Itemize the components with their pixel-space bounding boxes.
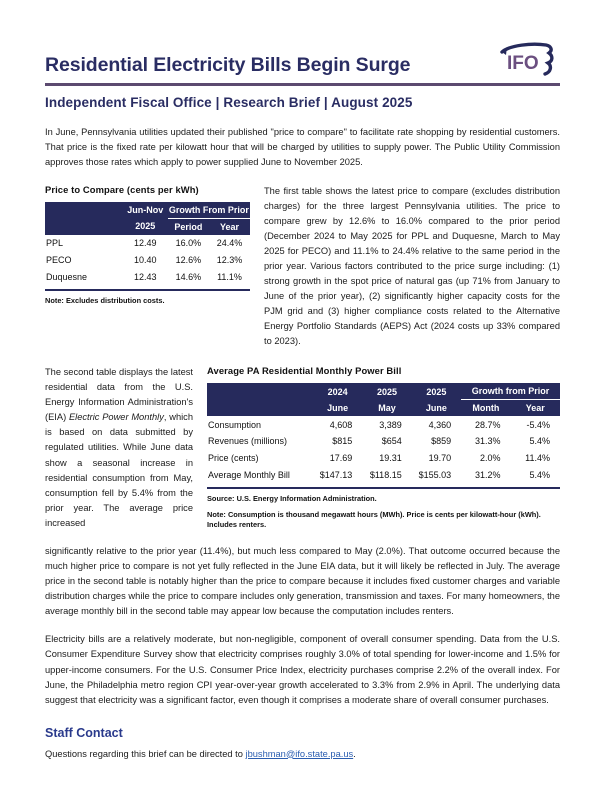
table1-col-main-line1: Jun-Nov (123, 202, 168, 219)
table1-row1-period: 12.6% (175, 254, 202, 265)
staff-contact-text (45, 747, 560, 762)
table1-title: Price to Compare (cents per kWh) (45, 183, 199, 195)
monthly-power-bill-table (207, 383, 560, 483)
table2-title: Average PA Residential Monthly Power Bill (207, 365, 402, 377)
table1-row1-label: PECO (46, 254, 72, 265)
table2-row1-label: Revenues (millions) (208, 436, 288, 447)
table1-col-main-line2: 2025 (123, 218, 168, 235)
page-title: Residential Electricity Bills Begin Surge (45, 53, 411, 76)
table2-footer-rule (207, 487, 560, 489)
table1-row0-value: 12.49 (133, 238, 157, 249)
table1-side-text-column (250, 184, 560, 350)
ifo-logo-icon (496, 38, 560, 80)
table-row (45, 268, 250, 285)
paragraph-final: Electricity bills are a relatively moderate, but non-negligible, component of overall consumer spending. Data from the U.S. Consumer Expenditure Survey show that electricity comprises roughly 3.0% of total spending for lower-income and 1.5% for upper-income consumers. For the U.S. Consumer Price Index, electricity purchases comprise 2.2% of the overall index. For June, the Philadelphia metro region CPI year-over-year growth accelerated to 3.3% from 2.9% in April. The underlying data suggest that electricity was a significant factor, even though it comprises a moderate share of overall consumer purchases. (45, 634, 560, 705)
table2-row2-2025june: 19.70 (428, 453, 452, 464)
table2-corner-cell-2 (207, 400, 313, 417)
paragraph-left-of-table2 (45, 365, 193, 531)
table2-row3-2025may: $118.15 (369, 469, 402, 480)
table1-row2-value: 12.43 (133, 271, 157, 282)
publication-name: Electric Power Monthly (68, 412, 164, 423)
staff-contact-heading: Staff Contact (45, 725, 123, 740)
title-row (45, 38, 560, 78)
table1-corner-cell (45, 202, 123, 219)
table2-col2-line2: May (362, 400, 411, 417)
table2-row2-label: Price (cents) (208, 453, 259, 464)
table2-row0-2025june: 4,360 (428, 419, 452, 430)
table2-row1-2025june: $859 (431, 436, 452, 447)
table2-row0-label: Consumption (208, 419, 262, 430)
table1-row0-year: 24.4% (216, 238, 243, 249)
table2-column (193, 365, 560, 531)
svg-text:IFO: IFO (507, 53, 539, 74)
paragraph-continuation: significantly relative to the prior year (11.4%), but much less compared to May (2.0%). That outcome occurred because the much higher price to compare is not yet fully reflected in the June EIA data, but it will likely be reflected in July. The average price in the second table is notably higher than the price to compare because it includes fixed customer charges and variable distribution charges while the price to compare includes only generation, transmission and taxes. For many homeowners, the average monthly bill in the second table may appear low because the computation includes renters. (45, 546, 560, 617)
table2-source: Source: U.S. Energy Information Administration. (207, 493, 377, 503)
table-row (207, 467, 560, 484)
table1-header-row-1 (45, 202, 250, 219)
table2-row0-2024june: 4,608 (329, 419, 353, 430)
table2-col1-line2: June (313, 400, 362, 417)
table1-body (45, 235, 250, 285)
table1-sub-year: Year (209, 218, 250, 235)
table-row (207, 450, 560, 467)
table2-row1-2025may: $654 (381, 436, 402, 447)
table2-col3-line2: June (412, 400, 461, 417)
table2-col3-line1: 2025 (412, 383, 461, 400)
table2-row3-month: 31.2% (475, 469, 501, 480)
table1-column (45, 184, 250, 307)
table1-row1-year: 12.3% (216, 254, 243, 265)
table-row (207, 416, 560, 433)
table2-row3-2025june: $155.03 (418, 469, 452, 480)
table2-section (45, 365, 560, 531)
table2-row3-2024june: $147.13 (319, 469, 353, 480)
table1-note: Note: Excludes distribution costs. (45, 295, 165, 305)
document-subtitle: Independent Fiscal Office | Research Brief | August 2025 (45, 94, 413, 110)
table1-row2-period: 14.6% (175, 271, 202, 282)
table-row (207, 433, 560, 450)
table2-row3-label: Average Monthly Bill (208, 469, 290, 480)
staff-contact-suffix: . (353, 748, 356, 759)
table2-row0-month: 28.7% (475, 419, 501, 430)
document-masthead (45, 0, 560, 110)
table1-row1-value: 10.40 (133, 254, 157, 265)
table1-row0-label: PPL (46, 238, 64, 249)
table2-row2-year: 11.4% (525, 453, 550, 464)
table2-side-text-column (45, 365, 193, 531)
table2-row0-2025may: 3,389 (379, 419, 402, 430)
table-row (45, 252, 250, 269)
table1-row2-label: Duquesne (46, 271, 88, 282)
table2-header-row-2 (207, 400, 560, 417)
table1-sub-period: Period (168, 218, 209, 235)
intro-paragraph: In June, Pennsylvania utilities updated their published "price to compare" to facilitate rate shopping by residential customers. That price is the fixed rate per kilowatt hour that will be charged by utilities to supply power. The Public Utility Commission approves those rates which apply to power supplied June to November 2025. (45, 126, 560, 167)
table2-group-header: Growth from Prior (461, 383, 560, 400)
price-to-compare-table (45, 202, 250, 285)
table1-footer-rule (45, 289, 250, 291)
table2-sub-year: Year (511, 400, 560, 417)
table2-header-row-1 (207, 383, 560, 400)
table2-body (207, 416, 560, 483)
para-left-part2: , which is based on data submitted by regulated utilities. While June data show a seasonal increase in residential consumption from May, consumption fell by 5.4% from the prior year. The average price increased (45, 412, 193, 528)
table2-row0-year: -5.4% (526, 419, 550, 430)
table1-corner-cell-2 (45, 218, 123, 235)
table1-section (45, 184, 560, 350)
table2-row1-month: 31.3% (475, 436, 501, 447)
table1-row0-period: 16.0% (175, 238, 202, 249)
table2-corner-cell (207, 383, 313, 400)
staff-contact-prefix: Questions regarding this brief can be directed to (45, 748, 246, 759)
table2-sub-month: Month (461, 400, 510, 417)
table2-row2-2025may: 19.31 (379, 453, 402, 464)
title-divider (45, 83, 560, 86)
para-left-part1: The second table displays the latest residential data from the U.S. Energy Information Administration's (EIA) (45, 367, 193, 423)
table2-row1-year: 5.4% (529, 436, 550, 447)
table-row (45, 235, 250, 252)
table2-row2-month: 2.0% (480, 453, 501, 464)
table2-row3-year: 5.4% (529, 469, 550, 480)
table2-row2-2024june: 17.69 (329, 453, 353, 464)
table1-row2-year: 11.1% (217, 271, 242, 282)
staff-contact-email-link[interactable]: jbushman@ifo.state.pa.us (245, 748, 354, 759)
table2-col1-line1: 2024 (313, 383, 362, 400)
table2-note: Note: Consumption is thousand megawatt hours (MWh). Price is cents per kilowatt-hour (kWh). Includes renters. (207, 509, 541, 530)
table1-header-row-2 (45, 218, 250, 235)
table2-row1-2024june: $815 (332, 436, 353, 447)
table1-group-header: Growth From Prior (168, 202, 250, 219)
table2-col2-line1: 2025 (362, 383, 411, 400)
paragraph-right-of-table1: The first table shows the latest price to compare (excludes distribution charges) for the three largest Pennsylvania utilities. The price to compare grew by 12.6% to 16.0% compared to the prior period (December 2024 to May 2025 for PPL and Duquesne, March to May 2025 for PECO) and 11.1% to 24.4% relative to the same period in the prior year. Various factors contributed to the price surge including: (1) strong growth in the spot price of natural gas (up 71% from January to June of the prior year), (2) significantly higher capacity costs for the PJM grid and (3) higher compliance costs related to the Alternative Energy Portfolio Standards (AEPS) Act (2024 costs up 33% compared to 2023). (264, 185, 560, 347)
